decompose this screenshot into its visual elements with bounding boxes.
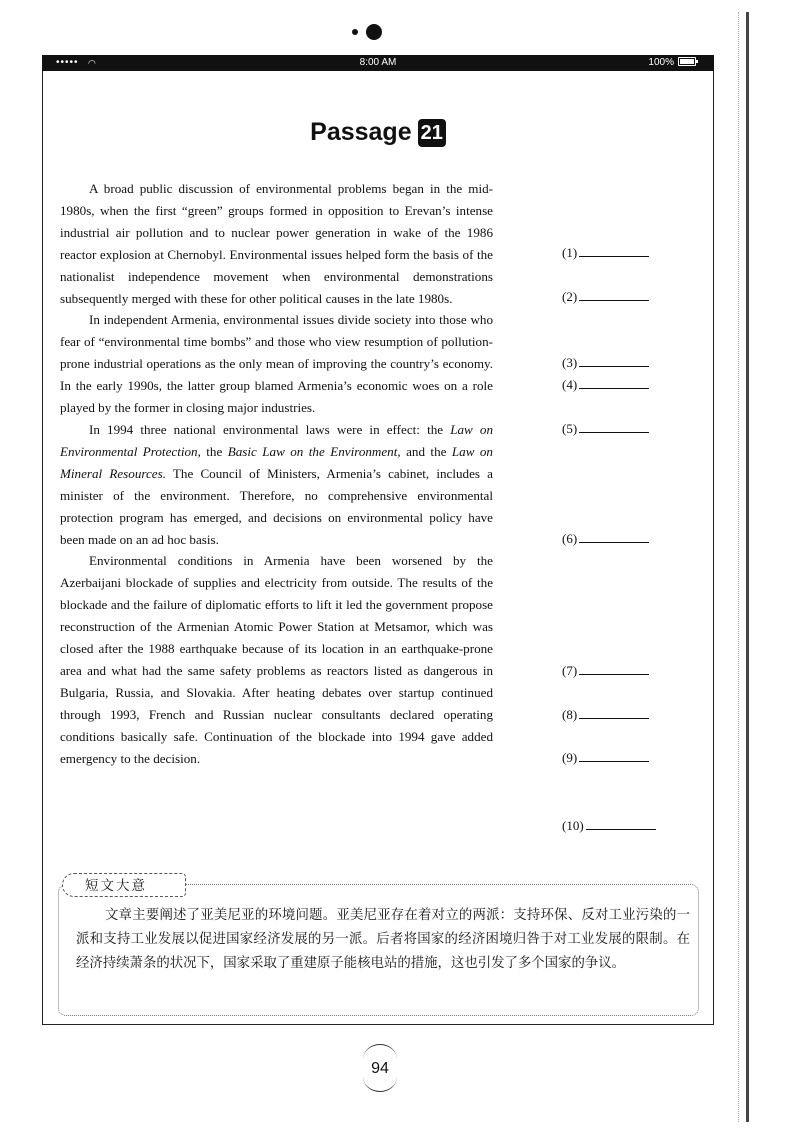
page-number-text: 94	[371, 1060, 389, 1077]
page-title: Passage	[310, 118, 412, 146]
law-title-2: Basic Law on the Environment	[227, 443, 398, 459]
blank-label: (5)	[562, 421, 578, 436]
blank-label: (3)	[562, 355, 578, 370]
blank-line[interactable]	[586, 817, 656, 830]
blank-line[interactable]	[579, 420, 649, 433]
blank-line[interactable]	[579, 288, 649, 301]
paragraph-3-text-a: In 1994 three national environmental laws were in effect: the	[89, 421, 451, 437]
law-title-1: Law on Environmental Protection	[60, 421, 493, 459]
camera-lens	[366, 24, 382, 40]
signal-strength: •••••	[56, 57, 79, 68]
paragraph-2: In independent Armenia, environmental issues divide society into those who fear of “environmental time bombs” and those who view resumption of pollution-prone industrial operations as the only mean of improving the country’s economy. In the early 1990s, the latter group blamed Armenia’s economic woes on a role played by the former in closing major industries.	[60, 312, 493, 416]
passage-body	[60, 178, 493, 769]
summary-text	[76, 904, 690, 976]
page-number-arc-top	[363, 1044, 397, 1059]
wifi-icon: ◠	[88, 58, 96, 68]
answer-blank-2[interactable]	[562, 288, 649, 305]
answer-blank-3[interactable]	[562, 354, 649, 371]
battery-icon	[678, 57, 696, 66]
paragraph-3-text-c: , and the	[397, 443, 452, 459]
blank-label: (8)	[562, 707, 578, 722]
device-camera	[350, 22, 390, 42]
answer-blank-6[interactable]	[562, 530, 649, 547]
blank-line[interactable]	[579, 244, 649, 257]
answer-blank-5[interactable]	[562, 420, 649, 437]
law-title-3: Law on Mineral Resources.	[60, 443, 493, 481]
blank-label: (9)	[562, 750, 578, 765]
blank-line[interactable]	[579, 376, 649, 389]
blank-line[interactable]	[579, 530, 649, 543]
paragraph-1: A broad public discussion of environmental problems began in the mid-1980s, when the first “green” groups formed in opposition to Erevan’s intense industrial air pollution and to nuclear power generation in wake of the 1986 reactor explosion at Chernobyl. Environmental issues helped form the basis of the nationalist independence movement when environmental demonstrations subsequently merged with these for other political causes in the late 1980s.	[60, 181, 493, 306]
sensor-dot	[352, 29, 358, 35]
answer-blank-4[interactable]	[562, 376, 649, 393]
summary-paragraph: 文章主要阐述了亚美尼亚的环境问题。亚美尼亚存在着对立的两派：支持环保、反对工业污染的一派和支持工业发展以促进国家经济发展的另一派。后者将国家的经济困境归咎于对工业发展的限制。在经济持续萧条的状况下，国家采取了重建原子能核电站的措施，这也引发了多个国家的争议。	[76, 908, 690, 971]
answer-blank-10[interactable]	[562, 817, 656, 834]
blank-label: (4)	[562, 377, 578, 392]
blank-label: (1)	[562, 245, 578, 260]
blank-label: (6)	[562, 531, 578, 546]
status-bar	[42, 55, 714, 71]
paragraph-4: Environmental conditions in Armenia have been worsened by the Azerbaijani blockade of supplies and electricity from outside. The results of the blockade and the failure of diplomatic efforts to lift it led the government propose reconstruction of the Armenian Atomic Power Station at Metsamor, which was closed after the 1988 earthquake because of its location in an earthquake-prone area and what had the same safety problems as reactors listed as dangerous in Bulgaria, Russia, and Slovakia. After heating debates over startup continued through 1993, French and Russian nuclear consultants declared operating conditions basically safe. Continuation of the blockade into 1994 gave added emergency to the decision.	[60, 553, 493, 766]
passage-heading	[42, 118, 714, 147]
paragraph-3-text-d: The Council of Ministers, Armenia’s cabinet, includes a minister of the environment. Therefore, no comprehensive environmental protection program has emerged, and decisions on environmental policy have been made on an ad hoc basis.	[60, 465, 493, 547]
page-edge	[746, 12, 749, 1122]
blank-line[interactable]	[579, 354, 649, 367]
blank-line[interactable]	[579, 662, 649, 675]
summary-label: 短文大意	[62, 873, 186, 897]
page-number	[355, 1048, 405, 1090]
answer-blank-8[interactable]	[562, 706, 649, 723]
passage-number-badge: 21	[418, 119, 446, 147]
battery-percent: 100%	[648, 57, 674, 68]
page-edge-shadow	[738, 12, 740, 1122]
blank-label: (7)	[562, 663, 578, 678]
paragraph-3-text-b: , the	[197, 443, 228, 459]
page-number-arc-bottom	[363, 1077, 397, 1092]
blank-label: (10)	[562, 818, 584, 833]
blank-line[interactable]	[579, 706, 649, 719]
answer-blank-1[interactable]	[562, 244, 649, 261]
answer-blank-7[interactable]	[562, 662, 649, 679]
answer-blank-9[interactable]	[562, 749, 649, 766]
battery-indicator	[648, 55, 696, 71]
paragraph-3	[60, 419, 493, 550]
blank-label: (2)	[562, 289, 578, 304]
blank-line[interactable]	[579, 749, 649, 762]
status-time: 8:00 AM	[359, 57, 397, 68]
